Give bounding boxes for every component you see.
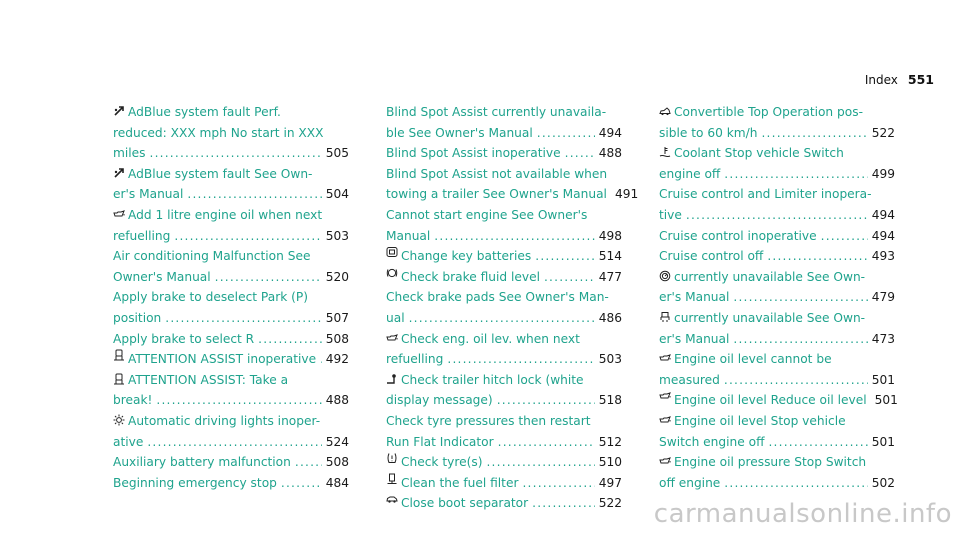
entry-text: Cannot start engine See Owner's (386, 207, 588, 222)
entry-text: Check tyre pressures then restart (386, 413, 591, 428)
dot-leader (522, 473, 594, 494)
entry-text-line (659, 184, 895, 205)
trailer-hitch-icon (386, 373, 398, 385)
entry-page-number[interactable]: 501 (874, 393, 898, 408)
entry-text: Coolant Stop vehicle Switch (674, 146, 844, 161)
entry-text: Engine oil level Reduce oil level (674, 393, 867, 408)
entry-page-number[interactable]: 494 (871, 207, 895, 222)
entry-text: Apply brake to deselect Park (P) (113, 290, 308, 305)
entry-text-line (659, 452, 895, 473)
entry-page-number[interactable]: 502 (871, 475, 895, 490)
entry-last-line (386, 452, 622, 473)
entry-text: er's Manual (659, 290, 730, 305)
dot-leader (281, 473, 322, 494)
index-entry[interactable] (386, 102, 622, 143)
oil-can-icon (659, 414, 671, 426)
entry-text-line (659, 308, 895, 329)
section-title: Index (864, 73, 898, 87)
entry-page-number[interactable]: 494 (598, 125, 622, 140)
dot-leader (724, 370, 868, 391)
index-entry[interactable] (113, 473, 349, 494)
entry-text: Blind Spot Assist not available when (386, 166, 608, 181)
entry-page-number[interactable]: 492 (325, 352, 349, 367)
entry-text-line (113, 411, 349, 432)
oil-can-icon (659, 455, 671, 467)
index-entry[interactable] (386, 246, 622, 267)
entry-last-line (113, 473, 349, 494)
entry-last-line (113, 143, 349, 164)
index-entry[interactable] (386, 143, 622, 164)
dot-leader (761, 123, 867, 144)
entry-text: Engine oil level cannot be (674, 352, 832, 367)
entry-text: Check brake pads See Owner's Man- (386, 290, 609, 305)
entry-text: sible to 60 km/h (659, 125, 758, 140)
dot-leader (532, 493, 595, 514)
index-entry[interactable] (113, 287, 349, 328)
dot-leader (733, 329, 867, 350)
dot-leader (258, 329, 322, 350)
entry-text: Air conditioning Malfunction See (113, 249, 311, 264)
entry-text: Check brake fluid level (401, 269, 540, 284)
entry-text: ATTENTION ASSIST inoperative (128, 352, 317, 367)
index-entry[interactable] (113, 411, 349, 452)
entry-text: Close boot separator (401, 496, 529, 511)
entry-last-line (659, 390, 898, 411)
entry-text-line (659, 143, 895, 164)
dot-leader (409, 308, 595, 329)
entry-text-line (386, 287, 622, 308)
entry-page-number[interactable]: 508 (325, 455, 349, 470)
entry-text: Automatic driving lights inoper- (128, 413, 321, 428)
entry-text: refuelling (386, 352, 444, 367)
entry-text: ATTENTION ASSIST: Take a (128, 372, 289, 387)
entry-text: measured (659, 372, 720, 387)
oil-can-icon (113, 208, 125, 220)
index-entry[interactable] (659, 184, 895, 225)
entry-last-line (659, 226, 895, 247)
dot-leader (486, 452, 594, 473)
brake-warning-icon (386, 267, 398, 279)
dot-leader (295, 452, 322, 473)
steering-hands-icon (113, 373, 125, 385)
entry-page-number[interactable]: 473 (871, 331, 895, 346)
entry-text-line (386, 411, 622, 432)
entry-text: Manual (386, 228, 431, 243)
entry-text-line (659, 349, 895, 370)
dot-leader (768, 432, 867, 453)
entry-text-line (659, 267, 895, 288)
entry-text: currently unavailable See Own- (674, 269, 866, 284)
dot-leader (535, 246, 594, 267)
entry-text: reduced: XXX mph No start in XXX (113, 125, 324, 140)
entry-page-number[interactable]: 503 (598, 352, 622, 367)
entry-last-line (386, 123, 622, 144)
entry-page-number[interactable]: 505 (325, 146, 349, 161)
entry-last-line (659, 205, 895, 226)
entry-text: Blind Spot Assist currently unavaila- (386, 105, 607, 119)
entry-page-number[interactable]: 501 (871, 434, 895, 449)
entry-text: Add 1 litre engine oil when next (128, 207, 323, 222)
entry-page-number[interactable]: 524 (325, 434, 349, 449)
index-entry[interactable] (659, 267, 895, 308)
index-entry[interactable] (113, 246, 349, 287)
entry-page-number[interactable]: 499 (871, 166, 895, 181)
entry-last-line (659, 123, 895, 144)
entry-page-number[interactable]: 507 (325, 310, 349, 325)
entry-last-line (386, 390, 622, 411)
entry-page-number[interactable]: 493 (871, 249, 895, 264)
entry-text: AdBlue system fault See Own- (128, 166, 313, 181)
index-entry[interactable] (386, 164, 639, 205)
index-entry[interactable] (386, 411, 622, 452)
index-entry[interactable] (113, 205, 349, 246)
index-entry[interactable] (113, 102, 349, 164)
entry-text: off engine (659, 475, 721, 490)
page-header (865, 72, 934, 87)
dot-leader (150, 143, 322, 164)
entry-text: Switch engine off (659, 434, 765, 449)
entry-last-line (113, 390, 349, 411)
entry-last-line (113, 308, 349, 329)
entry-text: Convertible Top Operation pos- (674, 105, 863, 119)
index-entry[interactable] (386, 473, 622, 494)
entry-page-number[interactable]: 501 (871, 372, 895, 387)
index-entry[interactable] (386, 329, 622, 370)
entry-text: display message) (386, 393, 493, 408)
dot-leader (537, 123, 595, 144)
dot-leader (498, 432, 595, 453)
entry-page-number[interactable]: 504 (325, 187, 349, 202)
entry-page-number[interactable]: 503 (325, 228, 349, 243)
entry-last-line (659, 473, 895, 494)
entry-last-line (659, 432, 895, 453)
index-entry[interactable] (659, 411, 895, 452)
index-entry[interactable] (113, 349, 349, 370)
entry-page-number[interactable]: 518 (598, 393, 622, 408)
dot-leader (156, 390, 321, 411)
entry-text-line (386, 102, 622, 123)
entry-page-number[interactable]: 522 (871, 125, 895, 140)
entry-page-number[interactable]: 508 (325, 331, 349, 346)
entry-page-number[interactable]: 498 (598, 228, 622, 243)
entry-last-line (386, 267, 622, 288)
entry-text: Apply brake to select R (113, 331, 255, 346)
oil-can-icon (659, 390, 671, 402)
index-entry[interactable] (386, 287, 622, 328)
entry-text: Check tyre(s) (401, 455, 483, 470)
index-entry[interactable] (113, 329, 349, 350)
entry-last-line (386, 473, 622, 494)
entry-page-number[interactable]: 494 (871, 228, 895, 243)
steering-hands-icon (113, 349, 125, 361)
entry-text-line (113, 123, 349, 144)
entry-text: towing a trailer See Owner's Manual (386, 187, 607, 202)
entry-text-line (386, 370, 622, 391)
entry-text-line (659, 102, 895, 123)
speedometer-icon (659, 270, 671, 282)
entry-text: Auxiliary battery malfunction (113, 455, 291, 470)
entry-text: Beginning emergency stop (113, 475, 277, 490)
entry-last-line (659, 329, 895, 350)
entry-page-number[interactable]: 479 (871, 290, 895, 305)
index-entry[interactable] (113, 164, 349, 205)
entry-page-number[interactable]: 510 (598, 455, 622, 470)
entry-last-line (113, 329, 349, 350)
index-column-1 (113, 102, 349, 493)
index-entry[interactable] (386, 370, 622, 411)
entry-last-line (659, 164, 895, 185)
adblue-icon (113, 105, 125, 117)
entry-text-line (113, 246, 349, 267)
car-icon (386, 493, 398, 505)
index-entry[interactable] (659, 349, 895, 390)
entry-text: Change key batteries (401, 249, 532, 264)
entry-text: break! (113, 393, 153, 408)
entry-text: er's Manual (113, 187, 184, 202)
index-entry[interactable] (386, 267, 622, 288)
watermark: carmanualsonline.info (653, 499, 952, 529)
dot-leader (565, 143, 595, 164)
dot-leader (215, 267, 322, 288)
entry-text-line (386, 205, 622, 226)
index-entry[interactable] (659, 143, 895, 184)
index-entry[interactable] (659, 452, 895, 493)
entry-text-line (113, 164, 349, 185)
index-entry[interactable] (659, 226, 895, 247)
entry-text: ual (386, 310, 405, 325)
dot-leader (174, 226, 321, 247)
convertible-icon (659, 105, 671, 117)
dot-leader (187, 184, 321, 205)
entry-last-line (386, 308, 622, 329)
entry-page-number[interactable]: 497 (598, 475, 622, 490)
entry-text: Owner's Manual (113, 269, 211, 284)
key-battery-icon (386, 246, 398, 258)
dot-leader (686, 205, 868, 226)
entry-last-line (113, 226, 349, 247)
entry-text-line (113, 370, 349, 391)
tyre-pressure-icon (386, 452, 398, 464)
index-column-2 (386, 102, 639, 514)
entry-last-line (113, 432, 349, 453)
entry-last-line (386, 143, 622, 164)
entry-page-number[interactable]: 484 (325, 475, 349, 490)
entry-last-line (386, 432, 622, 453)
dot-leader (497, 390, 595, 411)
index-entry[interactable] (659, 308, 895, 349)
entry-text: refuelling (113, 228, 171, 243)
entry-text-line (113, 102, 349, 123)
entry-text: engine off (659, 166, 721, 181)
dot-leader (447, 349, 594, 370)
entry-last-line (113, 267, 349, 288)
oil-can-icon (386, 332, 398, 344)
entry-page-number[interactable]: 477 (598, 269, 622, 284)
entry-page-number[interactable]: 486 (598, 310, 622, 325)
entry-text: position (113, 310, 162, 325)
dot-leader (320, 349, 322, 370)
entry-text: Cruise control off (659, 249, 764, 264)
entry-page-number[interactable]: 520 (325, 269, 349, 284)
entry-text: er's Manual (659, 331, 730, 346)
entry-text-line (386, 329, 622, 350)
entry-last-line (659, 287, 895, 308)
coolant-icon (659, 146, 671, 158)
entry-text-line (386, 164, 622, 185)
dot-leader (544, 267, 595, 288)
entry-text: AdBlue system fault Perf. (128, 105, 281, 119)
page-number: 551 (907, 72, 934, 87)
entry-page-number[interactable]: 512 (598, 434, 622, 449)
index-entry[interactable] (659, 390, 898, 411)
entry-last-line (113, 184, 349, 205)
entry-text: miles (113, 146, 146, 161)
fuel-filter-icon (386, 473, 398, 485)
entry-text: ative (113, 434, 144, 449)
dot-leader (724, 473, 867, 494)
entry-page-number[interactable]: 488 (598, 146, 622, 161)
entry-text: tive (659, 207, 682, 222)
entry-last-line (386, 493, 622, 514)
entry-page-number[interactable]: 488 (325, 393, 349, 408)
index-entry[interactable] (386, 493, 622, 514)
entry-last-line (386, 184, 639, 205)
entry-text: Engine oil level Stop vehicle (674, 413, 846, 428)
entry-text-line (113, 287, 349, 308)
entry-text: Clean the fuel filter (401, 475, 519, 490)
index-entry[interactable] (386, 205, 622, 246)
entry-last-line (386, 349, 622, 370)
dot-leader (165, 308, 321, 329)
entry-last-line (386, 246, 622, 267)
entry-last-line (386, 226, 622, 247)
auto-lights-icon (113, 414, 125, 426)
entry-text: Check trailer hitch lock (white (401, 372, 584, 387)
entry-last-line (659, 246, 895, 267)
entry-text: currently unavailable See Own- (674, 310, 866, 325)
index-entry[interactable] (113, 370, 349, 411)
oil-can-icon (659, 352, 671, 364)
entry-text-line (659, 411, 895, 432)
adblue-icon (113, 167, 125, 179)
entry-last-line (659, 370, 895, 391)
entry-last-line (113, 452, 349, 473)
entry-page-number[interactable]: 514 (598, 249, 622, 264)
entry-text-line (113, 205, 349, 226)
entry-text: Check eng. oil lev. when next (401, 331, 580, 346)
entry-text: Engine oil pressure Stop Switch (674, 455, 867, 470)
dot-leader (821, 226, 868, 247)
entry-text: Run Flat Indicator (386, 434, 494, 449)
entry-text: Cruise control inoperative (659, 228, 817, 243)
dot-leader (733, 287, 867, 308)
entry-page-number[interactable]: 522 (598, 496, 622, 511)
index-entry[interactable] (659, 102, 895, 143)
seat-icon (659, 311, 671, 323)
entry-text: Cruise control and Limiter inopera- (659, 187, 872, 202)
entry-text: ble See Owner's Manual (386, 125, 533, 140)
dot-leader (147, 432, 321, 453)
index-entry[interactable] (113, 452, 349, 473)
dot-leader (767, 246, 867, 267)
entry-page-number[interactable]: 491 (614, 187, 639, 202)
entry-last-line (113, 349, 349, 370)
entry-text: Blind Spot Assist inoperative (386, 146, 561, 161)
index-column-3 (659, 102, 898, 493)
dot-leader (724, 164, 867, 185)
dot-leader (434, 226, 594, 247)
index-entry[interactable] (386, 452, 622, 473)
index-entry[interactable] (659, 246, 895, 267)
